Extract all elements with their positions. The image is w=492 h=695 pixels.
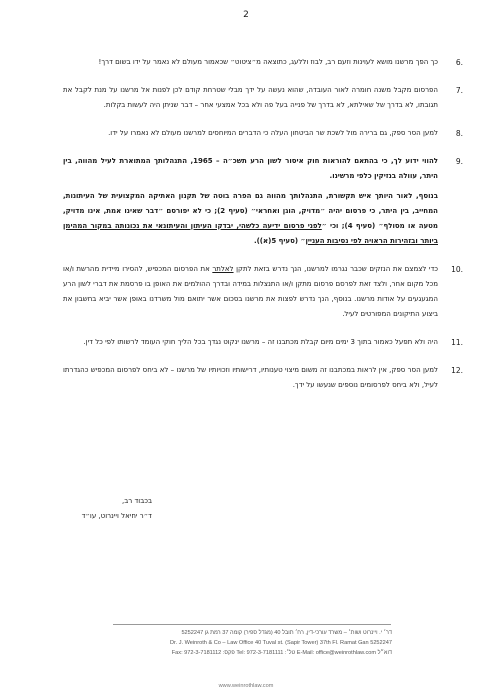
- demand-text: כדי לצמצם את הנזקים שכבר נגרמו למרשנו, הנך נדרש בזאת לתקן: [233, 265, 438, 273]
- letter-body: [63, 55, 463, 406]
- signature-closing: בכבוד רב,: [122, 497, 152, 505]
- footer-address-hebrew: דר׳ י. ויינרוט ושות׳ – משרד עורכי-דין, רח׳ תובל 40 (מגדל ספיר) קומה 37 רמת גן 5252247: [181, 630, 392, 636]
- immediately-underlined: לאלתר: [212, 265, 234, 273]
- paragraph-text: למען הסר ספק, גם ברירה מול לשכת שר הביטחון העלה כי הדברים המיוחסים למרשנו מעולם לא נאמרו על ידו.: [108, 129, 438, 137]
- footer-contact: Fax: 972-3-7181112 :פקס Tel: 972-3-7181111 :טל׳ E-Mail: office@weinrothlaw.com דוא״ל: [171, 650, 392, 656]
- page-number: 2: [243, 10, 249, 20]
- paragraph-text: [63, 262, 438, 322]
- footer-website-link[interactable]: www.weinrothlaw.com: [218, 683, 274, 689]
- paragraph-number: 11.: [451, 338, 463, 347]
- paragraph-8: [63, 126, 463, 141]
- paragraph-11: [63, 335, 463, 350]
- paragraph-12: [63, 363, 463, 393]
- paragraph-text: היה ולא תפעל כאמור בתוך 3 ימים מיום קבלת מכתבנו זה – מרשנו ינקוט נגדך בכל הליך חוקי העומד לרשותו לפי כל דין.: [83, 338, 438, 346]
- ethics-text-end: ״ (סעיף 5(א)).: [253, 237, 306, 245]
- paragraph-number: 12.: [451, 366, 463, 375]
- paragraph-9-ethics-subparagraph: [63, 189, 438, 249]
- signature-block: [12, 494, 152, 524]
- paragraph-6: [63, 55, 463, 70]
- signature-name: ד״ר יחיאל ויינרוט, עו״ד: [81, 512, 152, 520]
- paragraph-number: 6.: [455, 58, 463, 67]
- ethics-quote-underlined: לפני פרסום ידיעה כלשהי, יבדקו העיתון והעיתונאי את נכונותה במקור המהימן ביותר ובזהירות הראויה לפי נסיבות העניין: [63, 222, 438, 245]
- paragraph-number: 10.: [451, 265, 463, 274]
- paragraph-number: 7.: [455, 86, 463, 95]
- letterhead-footer: [90, 628, 392, 658]
- demand-text-end: את הפרסום המכפיש, להסירו מיידית מהרשת ו/או מכל מקום אחר, ולצד זאת לפרסם פרסום מתקן ו/או התנצלות במידה ובדרך ההולמים את האופן בו פרסמת את דברי לשון הרע המגעגעים על אודות מרשנו. בנוסף, הנך נדרש לפצות את מרשנו בסכום אשר יתואם מול משרדנו באופן אשר יביא בחשבון את ביצוע התיקונים המפורטים לעיל.: [63, 265, 438, 318]
- paragraph-text: הפרסום מקבל משנה חומרה לאור העובדה, שהוא נעשה על ידך מבלי שטרחת קודם לכן לפנות אל מרשנו על מנת לקבל את תגובתו, לא בדרך של שאילתא, לא בדרך של פנייה בעל פה ולא בכל אמצעי אחר – דבר שניתן היה לעשות בקלות.: [63, 86, 438, 109]
- paragraph-text: כך הפך מרשנו מושא לעוינות וזעם רב, לבוז וללעג, כתוצאה מ״ציטוט״ שכאמור מעולם לא נאמר על ידו בשום דרך!: [98, 58, 438, 66]
- footer-divider: [113, 624, 391, 625]
- paragraph-number: 9.: [455, 157, 463, 166]
- paragraph-text: להווי ידוע לך, כי בהתאם להוראות חוק איסור לשון הרע תשכ״ה – 1965, התנהלותך המתוארת לעיל מהווה, בין היתר, עוולה בנזיקין כלפי מרשינו.: [63, 157, 438, 180]
- paragraph-text: למען הסר ספק, אין לראות במכתבנו זה משום מיצוי טענותיו, דרישותיו וזכויותיו של מרשנו – לא ביחס לפרסום המכפיש כהגדרתו לעיל, ולא ביחס לפרסומים נוספים שנעשו על ידך.: [63, 366, 438, 389]
- paragraph-number: 8.: [455, 129, 463, 138]
- ethics-text: בנוסף, לאור היותך איש תקשורת, התנהלותך מהווה גם הפרה בוטה של תקנון האתיקה המקצועית של העיתונות, המחייב, בין היתר, כי פרסום יהיה ״מדויק, הוגן ואחראי״ (סעיף 2); כי לא יפורסם ״דבר שאינו אמת, אינו מדויק, מטעה או מסולף״ (סעיף 4); וכי ״: [63, 192, 438, 230]
- paragraph-7: [63, 83, 463, 113]
- footer-address-english: Dr. J. Weinroth & Co – Law Office 40 Tuval st. (Sapir Tower) 37th Fl. Ramat Gan 5252247: [170, 640, 392, 646]
- paragraph-10: [63, 262, 463, 322]
- paragraph-9: [63, 154, 463, 249]
